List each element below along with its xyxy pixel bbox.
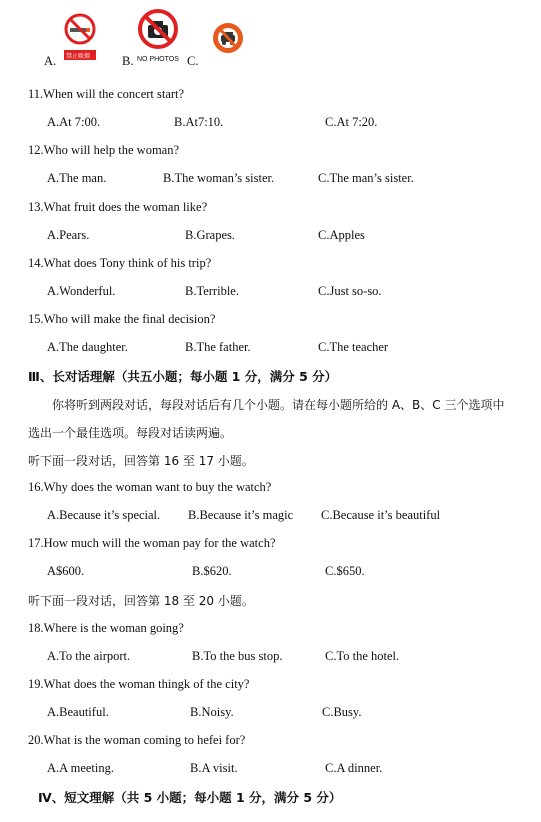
q11-option-b: B.At7:10.: [174, 115, 224, 129]
question-13: 13.What fruit does the woman like?: [28, 200, 208, 214]
option-image-b: [137, 8, 179, 52]
no-photos-sign-icon: [137, 8, 179, 52]
q16-option-a: A.Because it’s special.: [47, 508, 161, 522]
no-photos-caption: NO PHOTOS: [137, 56, 179, 63]
q14-option-c: C.Just so-so.: [318, 284, 382, 298]
question-17: 17.How much will the woman pay for the watch?: [28, 536, 276, 550]
option-b-label: B.: [122, 54, 134, 68]
section-4-title: Ⅳ、短文理解（共 5 小题；每小题 1 分，满分 5 分）: [38, 790, 342, 805]
question-19: 19.What does the woman thingk of the city?: [28, 677, 250, 691]
section-3-title: Ⅲ、长对话理解（共五小题；每小题 1 分，满分 5 分）: [28, 369, 338, 384]
q11-option-a: A.At 7:00.: [47, 115, 101, 129]
section-3-instruction-line2: 选出一个最佳选项。每段对话读两遍。: [28, 426, 233, 440]
q17-option-c: C.$650.: [325, 564, 365, 578]
q18-option-c: C.To the hotel.: [325, 649, 400, 663]
q11-option-c: C.At 7:20.: [325, 115, 378, 129]
question-16: 16.Why does the woman want to buy the watch?: [28, 480, 272, 494]
question-18: 18.Where is the woman going?: [28, 621, 184, 635]
q19-option-b: B.Noisy.: [190, 705, 234, 719]
no-smoking-sign-text: 禁止吸烟: [66, 54, 91, 60]
q17-option-a: A$600.: [47, 564, 85, 578]
option-c-label: C.: [187, 54, 199, 68]
q13-option-a: A.Pears.: [47, 228, 90, 242]
q12-option-a: A.The man.: [47, 171, 107, 185]
q12-option-b: B.The woman’s sister.: [163, 171, 275, 185]
option-image-c: [210, 19, 246, 59]
question-11: 11.When will the concert start?: [28, 87, 185, 101]
q19-option-c: C.Busy.: [322, 705, 362, 719]
no-car-sign-icon: [210, 19, 246, 59]
q14-option-a: A.Wonderful.: [47, 284, 116, 298]
dialog-1-instruction: 听下面一段对话，回答第 16 至 17 小题。: [28, 454, 254, 468]
q19-option-a: A.Beautiful.: [47, 705, 109, 719]
question-12: 12.Who will help the woman?: [28, 143, 180, 157]
q17-option-b: B.$620.: [192, 564, 232, 578]
q20-option-c: C.A dinner.: [325, 761, 383, 775]
question-15: 15.Who will make the final decision?: [28, 312, 216, 326]
section-3-instruction-line1: 你将听到两段对话，每段对话后有几个小题。请在每小题所给的 A、B、C 三个选项中: [52, 398, 505, 412]
q14-option-b: B.Terrible.: [185, 284, 239, 298]
q20-option-a: A.A meeting.: [47, 761, 115, 775]
question-14: 14.What does Tony think of his trip?: [28, 256, 212, 270]
dialog-2-instruction: 听下面一段对话，回答第 18 至 20 小题。: [28, 594, 254, 608]
q18-option-a: A.To the airport.: [47, 649, 131, 663]
q16-option-c: C.Because it’s beautiful: [321, 508, 441, 522]
q15-option-b: B.The father.: [185, 340, 251, 354]
q15-option-a: A.The daughter.: [47, 340, 128, 354]
q16-option-b: B.Because it’s magic: [188, 508, 294, 522]
q12-option-c: C.The man’s sister.: [318, 171, 414, 185]
q18-option-b: B.To the bus stop.: [192, 649, 283, 663]
q15-option-c: C.The teacher: [318, 340, 389, 354]
option-a-label: A.: [44, 54, 57, 68]
q13-option-c: C.Apples: [318, 228, 365, 242]
question-20: 20.What is the woman coming to hefei for?: [28, 733, 246, 747]
q13-option-b: B.Grapes.: [185, 228, 235, 242]
q20-option-b: B.A visit.: [190, 761, 238, 775]
